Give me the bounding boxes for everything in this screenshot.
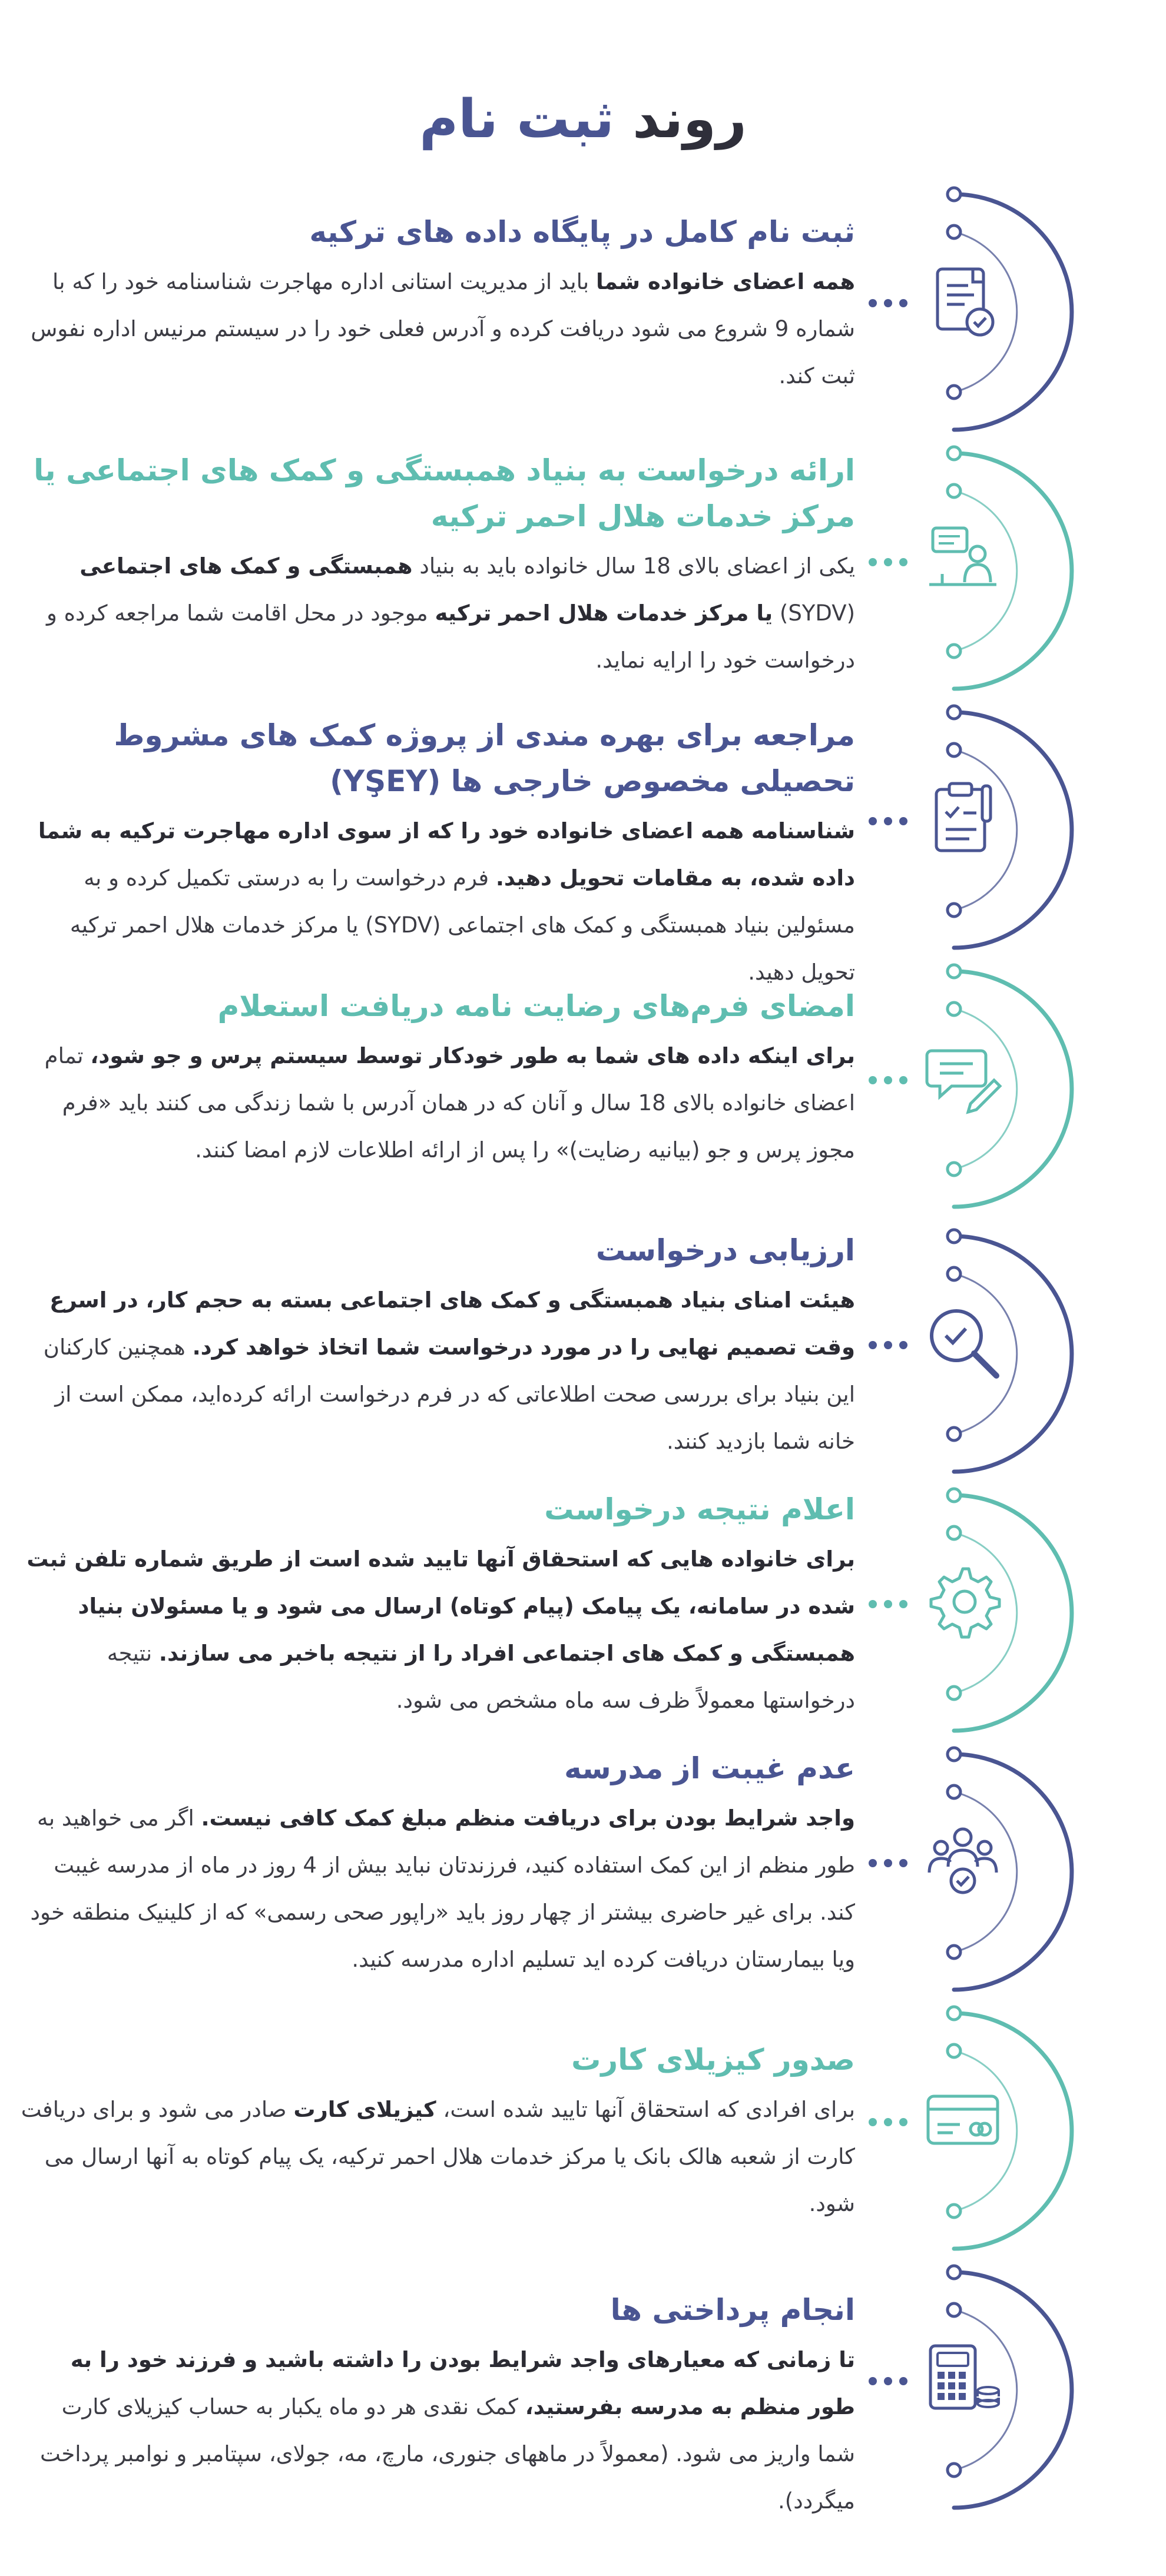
step-1: [0, 182, 1166, 441]
ellipsis-dots-icon: [866, 812, 913, 830]
gear-icon: [919, 1557, 1007, 1645]
magnifier-check-icon: [919, 1298, 1007, 1386]
step-8: [0, 2001, 1166, 2260]
step-text: [19, 1745, 855, 1983]
step-body-bold: تا زمانی که معیارهای واجد شرایط بودن را داشته باشید و فرزند خود را به طور منظم به مدرسه بفرستید،: [70, 2347, 855, 2419]
step-title: امضای فرم‌های رضایت نامه دریافت استعلام: [217, 989, 855, 1023]
step-body-bold: همبستگی و کمک های اجتماعی: [80, 553, 413, 579]
step-body-text: برای افرادی که استحقاق آنها تایید شده است،: [436, 2097, 855, 2122]
step-title: عدم غیبت از مدرسه: [564, 1751, 855, 1785]
group-check-icon: [919, 1816, 1007, 1904]
step-title: اعلام نتیجه درخواست: [544, 1492, 855, 1526]
step-text: [19, 712, 855, 996]
step-5: [0, 1224, 1166, 1483]
step-text: [19, 2287, 855, 2525]
step-7: [0, 1742, 1166, 2001]
step-title: مراجعه برای بهره مندی از پروژه کمک های مشروط تحصیلی مخصوص خارجی ها (YŞEY): [114, 718, 855, 798]
step-title: صدور کیزیلای کارت: [571, 2043, 855, 2077]
step-9: [0, 2260, 1166, 2519]
step-body-bold: برای اینکه داده های شما به طور خودکار توسط سیستم پرس و جو شود،: [90, 1043, 855, 1068]
step-text: [19, 2037, 855, 2228]
step-body-bold: برای خانواده هایی که استحقاق آنها تایید شده است از طریق شماره تلفن ثبت شده در سامانه، یک پیامک (پیام کوتاه) ارسال می شود و یا مسئولان بنیاد همبستگی و کمک های اجتماعی افراد را از نتیجه باخبر می سازند.: [26, 1546, 855, 1666]
page-title-part1: روند: [632, 88, 747, 150]
step-text: [19, 1486, 855, 1724]
step-text: [19, 447, 855, 684]
step-3: [0, 701, 1166, 985]
ellipsis-dots-icon: [866, 1336, 913, 1354]
step-body-text: اگر می خواهید به طور منظم از این کمک استفاده کنید، فرزندتان نباید بیش از 4 روز در ماه از مدرسه غیبت کند. برای غیر حاضری بیشتر از چهار روز باید «راپور صحی رسمی» که از کلینیک منطقه خود ویا بیمارستان دریافت کرده اید تسلیم اداره مدرسه کنید.: [30, 1805, 855, 1972]
step-body-bold: همه اعضای خانواده شما: [595, 269, 855, 294]
step-body-text: صادر می شود و برای دریافت کارت از شعبه هالک بانک یا مرکز خدمات هلال احمر ترکیه، یک پیام کوتاه به آنها ارسال می شود.: [21, 2097, 855, 2216]
step-body-bold: شناسنامه همه اعضای خانواده خود را که از سوی اداره مهاجرت ترکیه به شما داده شده، به مقامات تحویل دهید.: [38, 818, 855, 891]
chat-pen-icon: [919, 1033, 1007, 1121]
step-body: [19, 1277, 855, 1465]
ellipsis-dots-icon: [866, 553, 913, 571]
step-2: [0, 441, 1166, 701]
step-body: [19, 1795, 855, 1983]
step-title: انجام پرداختی ها: [610, 2293, 855, 2327]
step-body-text: نتیجه درخواستها معمولاً ظرف سه ماه مشخص می شود.: [107, 1641, 855, 1713]
step-body: [19, 2086, 855, 2228]
ellipsis-dots-icon: [866, 1071, 913, 1089]
step-body: [19, 258, 855, 400]
calculator-coins-icon: [919, 2334, 1007, 2422]
step-body-text: موجود در محل اقامت شما مراجعه کرده و درخواست خود را ارایه نماید.: [46, 600, 855, 673]
step-text: [19, 983, 855, 1174]
clipboard-check-icon: [919, 774, 1007, 862]
step-body-text: یکی از اعضای بالای 18 سال خانواده باید به بنیاد: [412, 553, 855, 579]
step-body-text: تمام اعضای خانواده بالای 18 سال و آنان که در همان آدرس با شما زندگی می کنند باید «فرم مجوز پرس و جو (بیانیه رضایت)» را پس از ارائه اطلاعات لازم امضا کنند.: [44, 1043, 855, 1163]
step-body-text: فرم درخواست را به درستی تکمیل کرده و به مسئولین بنیاد همبستگی و کمک های اجتماعی (SYDV) یا مرکز خدمات هلال احمر ترکیه تحویل دهید.: [69, 865, 855, 985]
ellipsis-dots-icon: [866, 1595, 913, 1613]
page-title: [0, 88, 1166, 150]
ellipsis-dots-icon: [866, 294, 913, 312]
step-text: [19, 1227, 855, 1465]
step-body-bold: کیزیلای کارت: [293, 2097, 436, 2122]
step-body-text: کمک نقدی هر دو ماه یکبار به حساب کیزیلای کارت شما واریز می شود. (معمولاً در ماههای جنوری، مارچ، مه، جولای، سپتامبر و نوامبر پرداخت میگردد).: [40, 2394, 855, 2514]
step-text: [19, 209, 855, 400]
ellipsis-dots-icon: [866, 2372, 913, 2390]
step-body-text: همچنین کارکنان این بنیاد برای بررسی صحت اطلاعاتی که در فرم درخواست ارائه کرده‌اید، ممکن است از خانه شما بازدید کنند.: [43, 1335, 855, 1454]
consultation-icon: [919, 515, 1007, 603]
step-6: [0, 1483, 1166, 1742]
step-4: [0, 960, 1166, 1219]
card-icon: [919, 2075, 1007, 2163]
step-body-text: (SYDV): [773, 600, 855, 626]
step-body: [19, 543, 855, 684]
ellipsis-dots-icon: [866, 2113, 913, 2131]
ellipsis-dots-icon: [866, 1854, 913, 1872]
step-body-text: باید از مدیریت استانی اداره مهاجرت شناسنامه خود را که با شماره 9 شروع می شود دریافت کرده و آدرس فعلی خود را در سیستم مرنیس اداره نفوس ثبت کند.: [31, 269, 855, 389]
step-title: ارزیابی درخواست: [595, 1233, 855, 1267]
step-title: ثبت نام کامل در پایگاه داده های ترکیه: [309, 215, 855, 249]
step-title: ارائه درخواست به بنیاد همبستگی و کمک های اجتماعی یا مرکز خدمات هلال احمر ترکیه: [34, 453, 855, 533]
step-body-bold: واجد شرایط بودن برای دریافت منظم مبلغ کمک کافی نیست.: [201, 1805, 855, 1831]
step-body: [19, 2336, 855, 2525]
page-title-part2: ثبت نام: [419, 88, 614, 150]
step-body-bold: یا مرکز خدمات هلال احمر ترکیه: [435, 600, 773, 626]
document-check-icon: [919, 256, 1007, 344]
step-body: [19, 1033, 855, 1174]
step-body: [19, 1536, 855, 1724]
step-body-bold: هیئت امنای بنیاد همبستگی و کمک های اجتماعی بسته به حجم کار، در اسرع وقت تصمیم نهایی را در مورد درخواست شما اتخاذ خواهد کرد.: [49, 1287, 855, 1360]
